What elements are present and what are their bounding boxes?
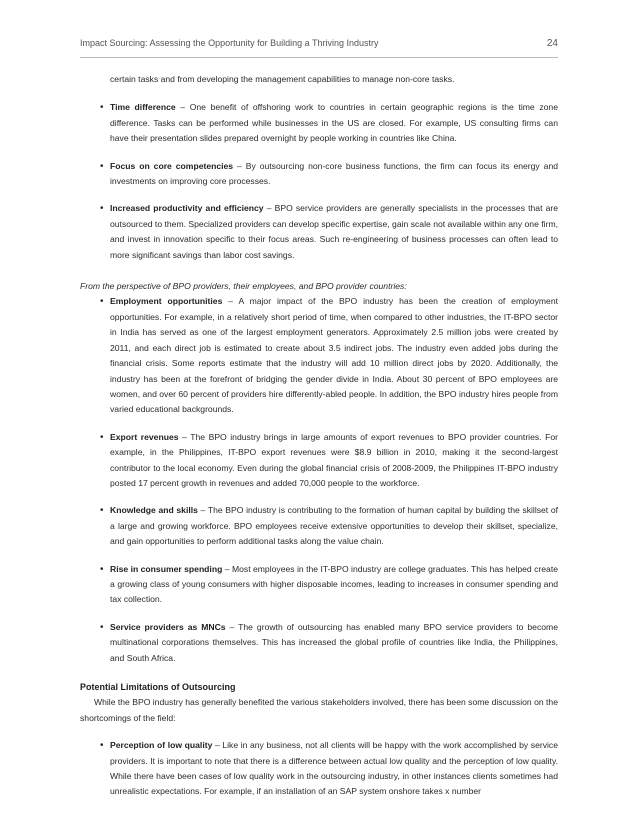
bullet-employment [80,294,558,417]
bullet-time-difference [80,100,558,146]
client-benefits-list [80,100,558,263]
bullet-low-quality [80,738,558,800]
bullet-term: Perception of low quality [110,740,213,751]
limitations-intro: While the BPO industry has generally benefited the various stakeholders involved, there has been some discussion on the shortcomings of the field: [80,697,558,723]
page-number: 24 [546,38,558,49]
bullet-text: – By outsourcing non-core business functions, the firm can focus its energy and investments on improving core processes. [110,160,559,187]
provider-perspective-lead: From the perspective of BPO providers, their employees, and BPO provider countries: [80,281,407,292]
bullet-text: – Like in any business, not all clients will be happy with the work accomplished by service providers. It is important to note that there is a difference between actual low quality and the perception of low quality. While there have been cases of low quality work in the outsourcing industry, in other instances clients sometimes had unrealistic expectations. For example, if an installation of an SAP system onshore takes x number [110,740,559,797]
bullet-term: Rise in consumer spending [110,563,223,574]
bullet-term: Employment opportunities [110,296,223,307]
section-heading: Potential Limitations of Outsourcing [80,682,236,692]
bullet-term: Focus on core competencies [110,160,234,171]
bullet-text: – A major impact of the BPO industry has been the creation of employment opportunities. For example, in a relatively short period of time, when compared to other industries, the IT-BPO sector in India has served as one of the largest employment generators. Approximately 2.5 million jobs were created by 2011, and each direct job is estimated to create about 3.5 indirect jobs. The industry even added jobs during the financial crisis. Some reports estimate that the industry will add 10 million direct jobs by 2020. Additionally, the industry has been at the forefront of bridging the gender divide in India. About 30 percent of BPO employees are women, and over 60 percent of providers hire differently-abled people. In addition, the BPO industry hires people from varied educational backgrounds. [110,296,558,415]
running-title: Impact Sourcing: Assessing the Opportunity for Building a Thriving Industry [80,38,379,48]
header-divider [80,57,558,58]
bullet-service-providers [80,620,558,666]
bullet-text: – The BPO industry brings in large amounts of export revenues to BPO provider countries. For example, in the Philippines, IT-BPO export revenues were $8.9 billion in 2010, making it the second-largest contributor to the local economy. Even during the global financial crisis of 2008-2009, the Philippines IT-BPO industry posted 17 percent growth in revenues and added 70,000 people to the workforce. [110,431,558,488]
bullet-term: Service providers as MNCs [110,621,226,632]
bullet-text: – Most employees in the IT-BPO industry are college graduates. This has helped create a growing class of young consumers with higher disposable incomes, leading to increases in consumer spending and tax collection. [110,563,558,605]
bullet-productivity [80,201,558,263]
bullet-knowledge-skills [80,503,558,549]
continuation-paragraph: certain tasks and from developing the management capabilities to manage non-core tasks. [110,74,455,84]
bullet-export-revenues [80,430,558,492]
limitations-list [80,738,558,800]
bullet-term: Increased productivity and efficiency [110,203,264,214]
bullet-text: – The growth of outsourcing has enabled many BPO service providers to become multinational corporations themselves. This has increased the global profile of countries like India, the Philippines, and South Africa. [110,621,558,663]
bullet-text: – BPO service providers are generally specialists in the processes that are outsourced to them. Specialized providers can develop specific expertise, gain scale not available within any one firm, and invest in innovation specific to their focus areas. Such re-engineering of business processes can often lead to more significant savings than labor cost savings. [110,203,558,260]
bullet-term: Export revenues [110,431,179,442]
bullet-text: – The BPO industry is contributing to the formation of human capital by building the skillset of a large and growing workforce. BPO employees receive extensive opportunities to develop their skillset, specialize, and gain opportunities to perform additional tasks along the value chain. [110,505,558,547]
bullet-core-competencies [80,159,558,190]
bullet-consumer-spending [80,562,558,608]
bullet-term: Time difference [110,102,176,113]
bullet-term: Knowledge and skills [110,505,198,516]
page-header [80,38,558,54]
page-body [80,72,558,800]
provider-benefits-list [80,294,558,666]
bullet-text: – One benefit of offshoring work to countries in certain geographic regions is the time zone difference. Tasks can be performed while businesses in the US are closed. For example, US consulting firms can have their presentation slides prepared overnight by people working in countries like China. [110,102,558,144]
